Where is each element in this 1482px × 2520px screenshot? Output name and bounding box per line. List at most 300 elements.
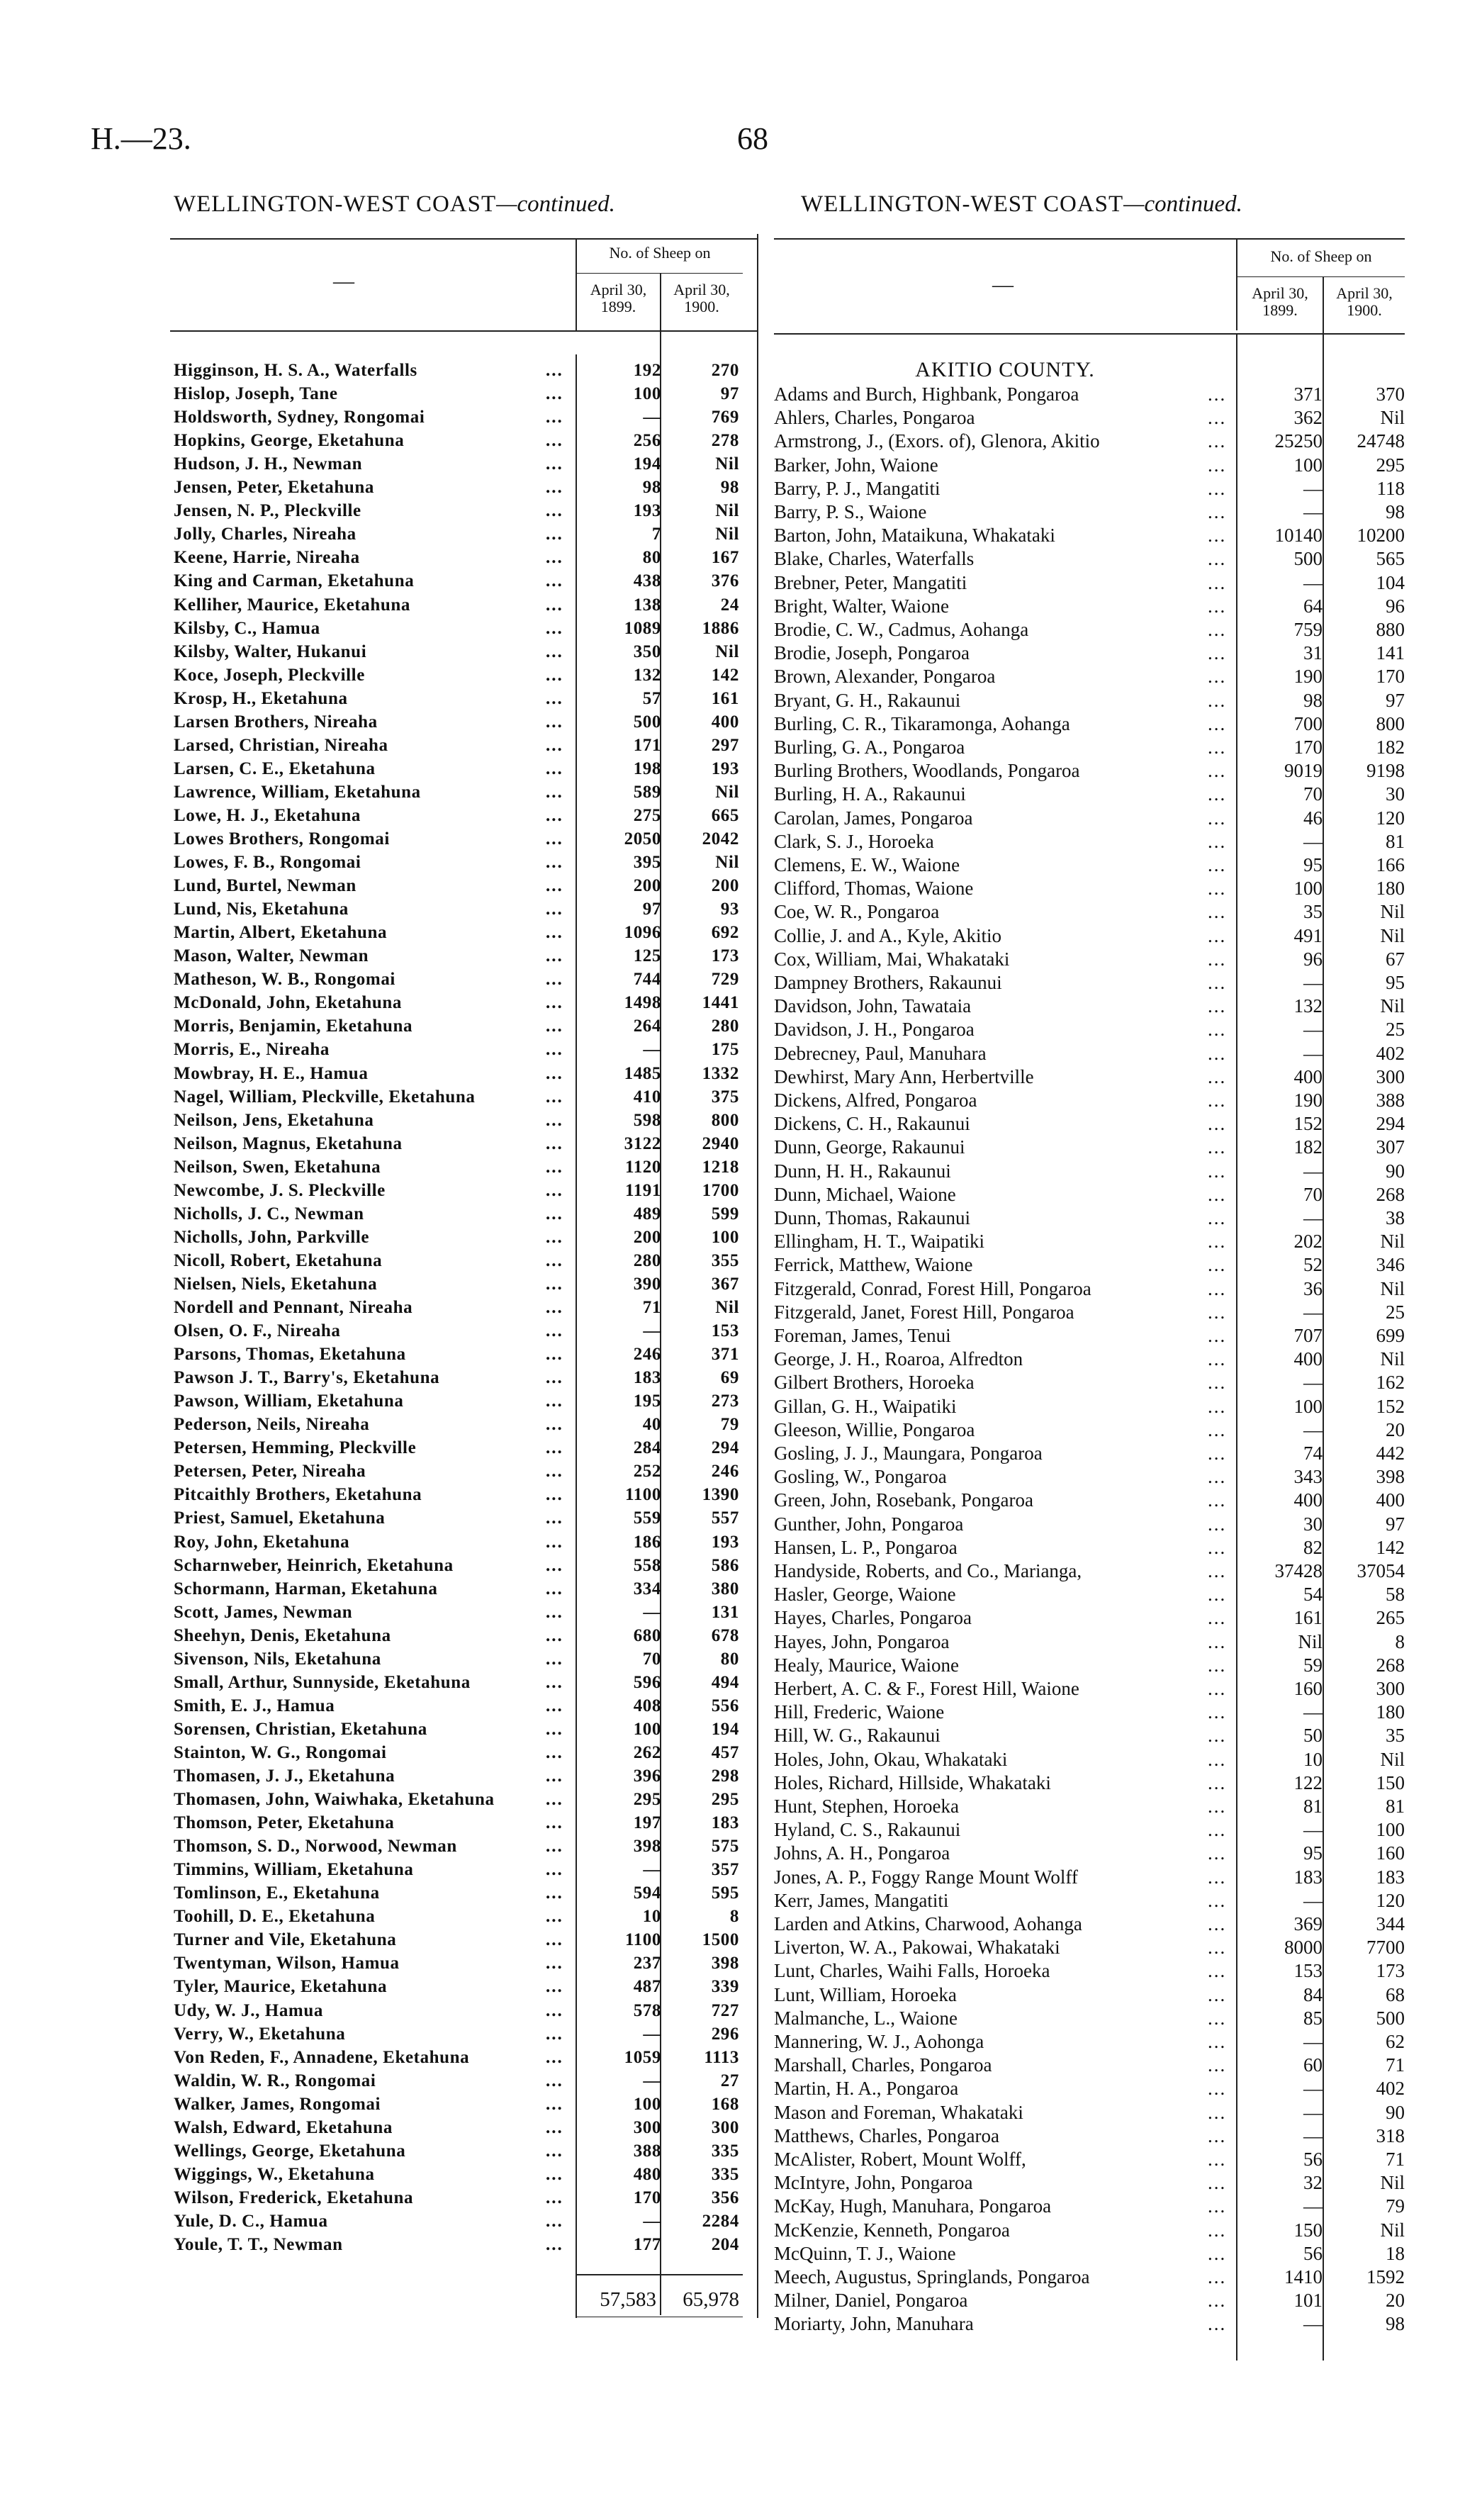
leader-dots: ...: [546, 595, 563, 615]
sheep-1900: 280: [711, 1017, 739, 1036]
leader-dots: ...: [546, 946, 563, 966]
sheep-1899: 744: [633, 970, 661, 990]
sheep-1899: 388: [633, 2141, 661, 2161]
table-row: [774, 1559, 1405, 1583]
sheep-1899: 284: [633, 1438, 661, 1458]
table-row: [174, 1179, 755, 1202]
sheep-1900: Nil: [715, 501, 739, 521]
owner-name: Newcombe, J. S. Pleckville: [174, 1180, 386, 1200]
sheep-1900: 25: [1386, 1301, 1405, 1323]
table-row: [774, 1913, 1405, 1936]
table-row: [774, 454, 1405, 477]
right-title-suffix: —continued.: [1123, 191, 1242, 217]
sheep-1900: Nil: [715, 853, 739, 873]
sheep-1899: 95: [1303, 1842, 1323, 1864]
sheep-1900: 880: [1376, 619, 1405, 640]
sheep-1899: 680: [633, 1625, 661, 1645]
table-row: [774, 547, 1405, 571]
sheep-1900: 692: [711, 923, 739, 943]
sheep-1900: 30: [1386, 783, 1405, 805]
table-row: [174, 874, 755, 897]
leader-dots: ...: [546, 1860, 563, 1880]
sheep-1899: 200: [633, 1227, 661, 1247]
leader-dots: ...: [1208, 2031, 1227, 2052]
owner-name: Lowes Brothers, Rongomai: [174, 829, 390, 849]
sheep-1900: Nil: [1380, 995, 1405, 1017]
owner-name: Brodie, C. W., Cadmus, Aohanga: [774, 619, 1029, 640]
leader-dots: ...: [1208, 1748, 1227, 1770]
table-row: [774, 2312, 1405, 2336]
table-row: [774, 2101, 1405, 2124]
owner-name: Petersen, Hemming, Pleckville: [174, 1438, 417, 1458]
sheep-1899: 300: [633, 2117, 661, 2137]
leader-dots: ...: [1208, 807, 1227, 829]
owner-name: Holdsworth, Sydney, Rongomai: [174, 408, 425, 427]
sheep-1900: 38: [1386, 1207, 1405, 1228]
owner-name: Lund, Burtel, Newman: [174, 876, 357, 896]
left-total-rule: [576, 2274, 743, 2275]
sheep-1899: 491: [1293, 924, 1323, 946]
sheep-1900: 300: [1376, 1678, 1405, 1699]
sheep-1900: 152: [1376, 1395, 1405, 1417]
owner-name: Kelliher, Maurice, Eketahuna: [174, 595, 410, 615]
sheep-1900: 268: [1376, 1654, 1405, 1676]
sheep-1900: 193: [711, 758, 739, 778]
table-row: [774, 1701, 1405, 1724]
table-row: [174, 663, 755, 687]
table-row: [174, 1038, 755, 1061]
sheep-1899: 400: [1293, 1489, 1323, 1511]
leader-dots: ...: [546, 1625, 563, 1645]
leader-dots: ...: [1208, 1443, 1227, 1464]
table-row: [174, 1764, 755, 1788]
leader-dots: ...: [1208, 2124, 1227, 2146]
table-row: [774, 2171, 1405, 2195]
table-row: [774, 971, 1405, 995]
owner-name: Martin, Albert, Eketahuna: [174, 923, 388, 943]
owner-name: Brodie, Joseph, Pongaroa: [774, 642, 970, 664]
owner-name: Kilsby, Walter, Hukanui: [174, 642, 367, 661]
leader-dots: ...: [546, 1227, 563, 1247]
sheep-1900: 376: [711, 571, 739, 591]
leader-dots: ...: [1208, 642, 1227, 664]
sheep-1899: 95: [1303, 854, 1323, 875]
owner-name: Dunn, Michael, Waione: [774, 1183, 956, 1205]
leader-dots: ...: [546, 1766, 563, 1786]
owner-name: Ellingham, H. T., Waipatiki: [774, 1231, 985, 1253]
sheep-1899: 70: [642, 1649, 661, 1669]
table-row: [774, 1418, 1405, 1442]
table-row: [774, 571, 1405, 595]
sheep-1900: 100: [1376, 1819, 1405, 1841]
sheep-1899: 334: [633, 1579, 661, 1598]
right-title-text: WELLINGTON-WEST COAST: [801, 191, 1124, 217]
table-row: [174, 1601, 755, 1624]
leader-dots: ...: [1208, 830, 1227, 852]
table-row: [174, 1718, 755, 1741]
sheep-1899: —: [1303, 830, 1323, 852]
sheep-1900: 367: [711, 1274, 739, 1294]
sheep-1900: 90: [1386, 2101, 1405, 2123]
leader-dots: ...: [1208, 995, 1227, 1017]
owner-name: Schormann, Harman, Eketahuna: [174, 1579, 438, 1598]
sheep-1899: 70: [1303, 1183, 1323, 1205]
sheep-1899: 98: [642, 478, 661, 498]
owner-name: Lawrence, William, Eketahuna: [174, 782, 421, 802]
leader-dots: ...: [1208, 2195, 1227, 2217]
sheep-1899: 10: [1303, 1748, 1323, 1770]
leader-dots: ...: [546, 501, 563, 521]
table-row: [774, 1395, 1405, 1418]
owner-name: Armstrong, J., (Exors. of), Glenora, Akitio: [774, 430, 1100, 452]
owner-name: Sorensen, Christian, Eketahuna: [174, 1719, 427, 1739]
owner-name: Pitcaithly Brothers, Eketahuna: [174, 1485, 422, 1505]
table-row: [174, 1506, 755, 1530]
owner-name: Timmins, William, Eketahuna: [174, 1860, 414, 1880]
sheep-1899: 194: [633, 454, 661, 474]
leader-dots: ...: [546, 1930, 563, 1950]
sheep-1900: 400: [711, 712, 739, 732]
table-row: [774, 853, 1405, 877]
owner-name: Brebner, Peter, Mangatiti: [774, 571, 967, 593]
owner-name: Hill, W. G., Rakaunui: [774, 1725, 941, 1747]
table-row: [774, 1371, 1405, 1394]
sheep-1900: 575: [711, 1837, 739, 1857]
sheep-1899: 182: [1293, 1136, 1323, 1158]
table-row: [174, 1319, 755, 1343]
leader-dots: ...: [1208, 1630, 1227, 1652]
sheep-1900: 97: [1386, 689, 1405, 711]
sheep-1900: 166: [1376, 854, 1405, 875]
table-row: [174, 710, 755, 734]
table-row: [774, 642, 1405, 665]
leader-dots: ...: [1208, 454, 1227, 476]
leader-dots: ...: [1208, 571, 1227, 593]
leader-dots: ...: [1208, 666, 1227, 688]
sheep-1899: 598: [633, 1110, 661, 1130]
owner-name: Davidson, J. H., Pongaroa: [774, 1019, 975, 1041]
sheep-1899: 60: [1303, 2054, 1323, 2076]
sheep-1900: 162: [1376, 1372, 1405, 1394]
leader-dots: ...: [546, 1649, 563, 1669]
sheep-1900: 357: [711, 1860, 739, 1880]
table-row: [774, 1348, 1405, 1371]
sheep-1900: 370: [1376, 383, 1405, 405]
owner-name: Dickens, C. H., Rakaunui: [774, 1113, 970, 1135]
sheep-1900: 24: [720, 595, 739, 615]
sheep-1899: 100: [633, 2094, 661, 2114]
sheep-1900: 168: [711, 2094, 739, 2114]
owner-name: Waldin, W. R., Rongomai: [174, 2071, 376, 2090]
table-row: [174, 2163, 755, 2186]
leader-dots: ...: [1208, 878, 1227, 900]
table-row: [774, 1089, 1405, 1112]
sheep-1899: 280: [633, 1250, 661, 1270]
sheep-1900: 8: [1395, 1630, 1405, 1652]
table-row: [774, 1606, 1405, 1630]
right-header-bottom-rule: [774, 333, 1405, 335]
owner-name: Wiggings, W., Eketahuna: [174, 2164, 375, 2184]
leader-dots: ...: [546, 431, 563, 451]
leader-dots: ...: [1208, 1771, 1227, 1793]
owner-name: Thomasen, J. J., Eketahuna: [174, 1766, 395, 1786]
sheep-1900: 173: [1376, 1960, 1405, 1982]
table-row: [774, 1253, 1405, 1277]
leader-dots: ...: [1208, 2290, 1227, 2312]
table-row: [774, 595, 1405, 618]
sheep-1899: 264: [633, 1017, 661, 1036]
owner-name: Barker, John, Waione: [774, 454, 938, 476]
leader-dots: ...: [1208, 972, 1227, 993]
sheep-1900: 769: [711, 408, 739, 427]
sheep-1899: 350: [633, 642, 661, 661]
owner-name: Twentyman, Wilson, Hamua: [174, 1954, 400, 1973]
sheep-1899: 31: [1303, 642, 1323, 664]
sheep-1900: 131: [711, 1602, 739, 1622]
table-row: [174, 1905, 755, 1928]
table-row: [174, 1858, 755, 1881]
sheep-1900: 595: [711, 1883, 739, 1903]
sheep-1900: Nil: [715, 1298, 739, 1317]
sheep-1900: 71: [1386, 2054, 1405, 2076]
sheep-1900: 183: [711, 1813, 739, 1833]
sheep-1899: 177: [633, 2235, 661, 2254]
leader-dots: ...: [1208, 1584, 1227, 1606]
leader-dots: ...: [1208, 1513, 1227, 1535]
leader-dots: ...: [1208, 1418, 1227, 1440]
sheep-1899: 558: [633, 1555, 661, 1575]
owner-name: Stainton, W. G., Rongomai: [174, 1742, 387, 1762]
sheep-1900: 398: [711, 1954, 739, 1973]
sheep-1899: 262: [633, 1742, 661, 1762]
table-row: [774, 900, 1405, 924]
left-header-top-rule: [170, 238, 758, 240]
leader-dots: ...: [1208, 1019, 1227, 1041]
table-row: [774, 1465, 1405, 1489]
owner-name: Pawson, William, Eketahuna: [174, 1391, 404, 1411]
leader-dots: ...: [1208, 595, 1227, 617]
table-row: [174, 1975, 755, 1998]
sheep-1900: 98: [1386, 501, 1405, 522]
owner-name: Wellings, George, Eketahuna: [174, 2141, 406, 2161]
owner-name: Priest, Samuel, Eketahuna: [174, 1508, 386, 1528]
leader-dots: ...: [1208, 783, 1227, 805]
owner-name: Hayes, Charles, Pongaroa: [774, 1607, 972, 1629]
leader-dots: ...: [1208, 430, 1227, 452]
sheep-1900: 1390: [702, 1485, 739, 1505]
sheep-1900: 356: [711, 2188, 739, 2207]
leader-dots: ...: [546, 782, 563, 802]
leader-dots: ...: [1208, 1136, 1227, 1158]
leader-dots: ...: [1208, 924, 1227, 946]
sheep-1899: 193: [633, 501, 661, 521]
table-row: [774, 524, 1405, 547]
table-row: [774, 1442, 1405, 1465]
sheep-1900: 97: [1386, 1513, 1405, 1535]
leader-dots: ...: [546, 525, 563, 544]
leader-dots: ...: [1208, 1607, 1227, 1629]
leader-dots: ...: [1208, 1560, 1227, 1581]
left-total-1900: 65,978: [683, 2288, 739, 2311]
sheep-1900: 335: [711, 2164, 739, 2184]
sheep-1900: Nil: [715, 642, 739, 661]
sheep-1900: 100: [711, 1227, 739, 1247]
sheep-1899: 70: [1303, 783, 1323, 805]
right-header-top-rule: [774, 238, 1405, 240]
table-row: [174, 2139, 755, 2163]
sheep-1900: 79: [1386, 2195, 1405, 2217]
sheep-1900: 699: [1376, 1325, 1405, 1346]
sheep-1899: 200: [633, 876, 661, 896]
sheep-1900: 355: [711, 1250, 739, 1270]
sheep-1900: 160: [1376, 1842, 1405, 1864]
table-row: [774, 1301, 1405, 1324]
table-row: [174, 1249, 755, 1272]
sheep-1899: 500: [633, 712, 661, 732]
sheep-1900: 273: [711, 1391, 739, 1411]
sheep-1899: —: [1303, 1418, 1323, 1440]
leader-dots: ...: [546, 1508, 563, 1528]
sheep-1900: 727: [711, 2000, 739, 2020]
owner-name: Coe, W. R., Pongaroa: [774, 901, 940, 923]
leader-dots: ...: [546, 2211, 563, 2231]
table-row: [174, 757, 755, 780]
owner-name: Debrecney, Paul, Manuhara: [774, 1042, 987, 1064]
owner-name: Nielsen, Niels, Eketahuna: [174, 1274, 378, 1294]
sheep-1900: 265: [1376, 1607, 1405, 1629]
leader-dots: ...: [546, 2094, 563, 2114]
table-row: [174, 1554, 755, 1577]
leader-dots: ...: [546, 1696, 563, 1715]
leader-dots: ...: [546, 571, 563, 591]
leader-dots: ...: [546, 2235, 563, 2254]
sheep-1900: Nil: [1380, 1277, 1405, 1299]
leader-dots: ...: [1208, 1654, 1227, 1676]
owner-name: Green, John, Rosebank, Pongaroa: [774, 1489, 1033, 1511]
leader-dots: ...: [546, 1391, 563, 1411]
leader-dots: ...: [546, 688, 563, 708]
leader-dots: ...: [1208, 712, 1227, 734]
sheep-1899: —: [1303, 2124, 1323, 2146]
table-row: [174, 1413, 755, 1436]
sheep-1900: 7700: [1366, 1937, 1405, 1959]
leader-dots: ...: [1208, 1536, 1227, 1558]
sheep-1899: 9019: [1284, 760, 1323, 782]
table-row: [774, 1230, 1405, 1253]
sheep-1899: —: [643, 2211, 661, 2231]
sheep-1900: 9198: [1366, 760, 1405, 782]
table-row: [774, 830, 1405, 853]
leader-dots: ...: [1208, 737, 1227, 758]
leader-dots: ...: [1208, 1042, 1227, 1064]
sheep-1899: 1498: [624, 993, 661, 1013]
table-row: [774, 948, 1405, 971]
owner-name: McDonald, John, Eketahuna: [174, 993, 403, 1013]
table-row: [174, 1483, 755, 1506]
sheep-1900: 1218: [702, 1157, 739, 1177]
sheep-1899: 1096: [624, 923, 661, 943]
sheep-1900: 388: [1376, 1090, 1405, 1111]
owner-name: Davidson, John, Tawataia: [774, 995, 972, 1017]
table-row: [774, 383, 1405, 406]
leader-dots: ...: [1208, 1842, 1227, 1864]
owner-name: Neilson, Magnus, Eketahuna: [174, 1133, 403, 1153]
table-row: [174, 1951, 755, 1975]
table-row: [774, 2054, 1405, 2077]
sheep-1900: 1332: [702, 1063, 739, 1083]
sheep-1899: 10: [642, 1907, 661, 1927]
owner-name: Turner and Vile, Eketahuna: [174, 1930, 397, 1950]
table-row: [174, 1694, 755, 1718]
owner-name: Nicoll, Robert, Eketahuna: [174, 1250, 383, 1270]
sheep-1899: 132: [1293, 995, 1323, 1017]
leader-dots: ...: [546, 2141, 563, 2161]
owner-name: Gleeson, Willie, Pongaroa: [774, 1418, 975, 1440]
sheep-1899: 400: [1293, 1348, 1323, 1370]
table-row: [774, 1630, 1405, 1654]
sheep-1899: —: [1303, 2078, 1323, 2100]
owner-name: Dampney Brothers, Rakaunui: [774, 972, 1002, 993]
owner-name: Barton, John, Mataikuna, Whakataki: [774, 525, 1055, 547]
owner-name: Herbert, A. C. & F., Forest Hill, Waione: [774, 1678, 1079, 1699]
table-row: [774, 1795, 1405, 1818]
owner-name: King and Carman, Eketahuna: [174, 571, 415, 591]
sheep-1900: 400: [1376, 1489, 1405, 1511]
sheep-1900: 278: [711, 431, 739, 451]
sheep-1900: 180: [1376, 1701, 1405, 1723]
table-row: [174, 569, 755, 593]
sheep-1900: 182: [1376, 737, 1405, 758]
sheep-1900: 69: [720, 1368, 739, 1388]
table-row: [174, 2116, 755, 2139]
owner-name: Scharnweber, Heinrich, Eketahuna: [174, 1555, 454, 1575]
sheep-1900: 142: [711, 665, 739, 685]
left-group-rule: [576, 273, 743, 274]
owner-name: Kilsby, C., Hamua: [174, 618, 320, 638]
owner-name: Lund, Nis, Eketahuna: [174, 900, 349, 919]
table-row: [774, 500, 1405, 524]
leader-dots: ...: [1208, 689, 1227, 711]
owner-name: Handyside, Roberts, and Co., Marianga,: [774, 1560, 1082, 1581]
sheep-1899: —: [1303, 1207, 1323, 1228]
table-row: [174, 1272, 755, 1296]
owner-name: Mannering, W. J., Aohonga: [774, 2031, 984, 2052]
owner-name: Malmanche, L., Waione: [774, 2007, 958, 2029]
left-name-header: —: [333, 269, 354, 293]
sheep-1900: 25: [1386, 1019, 1405, 1041]
leader-dots: ...: [546, 1157, 563, 1177]
sheep-1899: 190: [1293, 666, 1323, 688]
sheep-1899: —: [643, 2071, 661, 2090]
sheep-1900: 500: [1376, 2007, 1405, 2029]
sheep-1899: —: [643, 2024, 661, 2044]
owner-name: Healy, Maurice, Waione: [774, 1654, 959, 1676]
sheep-1900: 1700: [702, 1180, 739, 1200]
owner-name: Cox, William, Mai, Whakataki: [774, 948, 1010, 970]
sheep-1899: 74: [1303, 1443, 1323, 1464]
table-row: [774, 2124, 1405, 2148]
sheep-1900: 2284: [702, 2211, 739, 2231]
sheep-1900: 20: [1386, 1418, 1405, 1440]
sheep-1899: 160: [1293, 1678, 1323, 1699]
sheep-1900: 339: [711, 1977, 739, 1997]
table-row: [174, 1366, 755, 1389]
left-header-bottom-rule: [170, 330, 758, 332]
sheep-1899: 252: [633, 1462, 661, 1482]
sheep-1899: 594: [633, 1883, 661, 1903]
table-row: [174, 429, 755, 452]
owner-name: Meech, Augustus, Springlands, Pongaroa: [774, 2266, 1090, 2287]
